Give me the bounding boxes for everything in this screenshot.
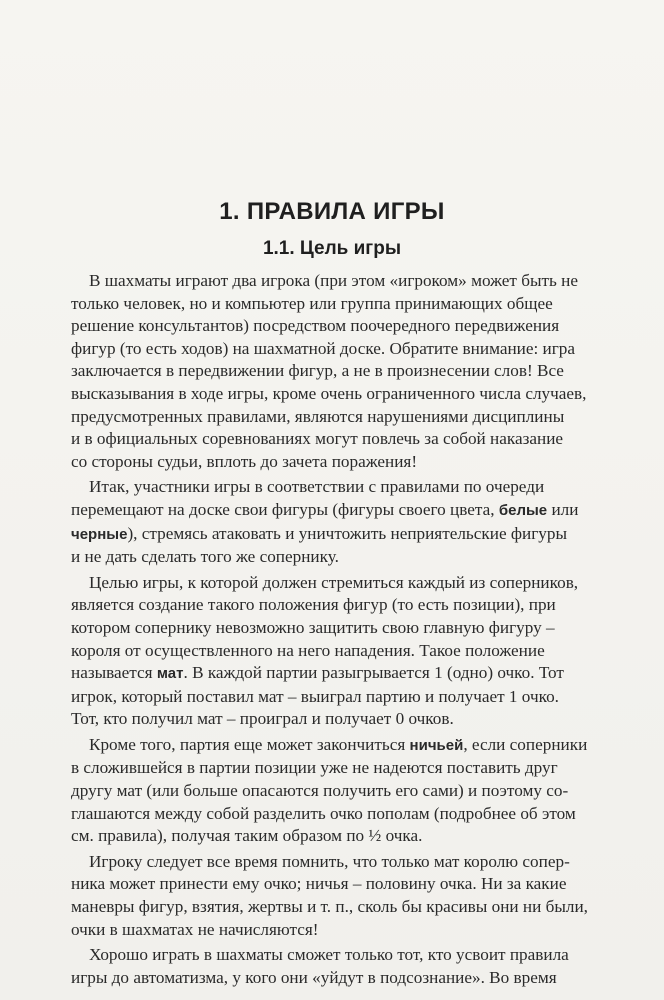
text-line: Целью игры, к которой должен стремиться каждый из соперников, xyxy=(89,572,579,592)
text-line: другу мат (или больше опасаются получить его сами) и поэтому со- xyxy=(71,781,569,801)
paragraph-2 xyxy=(71,476,616,568)
text-line: и в официальных соревнованиях могут повлечь за собой наказание xyxy=(71,429,564,449)
bold-term-mate: мат xyxy=(156,665,184,683)
text-line: предусмотренных правилами, являются нарушениями дисциплины xyxy=(71,406,565,426)
text-line: маневры фигур, взятия, жертвы и т. п., сколь бы красивы они ни были, xyxy=(71,897,588,917)
text-run: Кроме того, партия еще может закончиться xyxy=(89,734,410,754)
text-line: заключается в передвижении фигур, а не в произнесении слов! Все xyxy=(71,361,564,381)
paragraph-6 xyxy=(71,944,616,989)
text-line: решение консультантов) посредством поочередного передвижения xyxy=(71,316,560,336)
text-line: в сложившейся в партии позиции уже не надеются поставить друг xyxy=(71,758,558,778)
bold-term-white: белые xyxy=(498,501,548,519)
text-run: называется xyxy=(71,663,157,683)
text-line: игрок, который поставил мат – выиграл партию и получает 1 очко. xyxy=(71,686,559,706)
text-line: короля от осуществленного на него нападения. Такое положение xyxy=(71,640,545,660)
text-line: со стороны судьи, вплоть до зачета поражения! xyxy=(71,451,418,471)
text-line xyxy=(71,662,616,686)
chapter-title: 1. ПРАВИЛА ИГРЫ xyxy=(219,198,445,225)
text-line: очки в шахматах не начисляются! xyxy=(71,919,319,939)
section-title: 1.1. Цель игры xyxy=(262,238,402,259)
bold-term-black: черные xyxy=(71,525,128,543)
text-line: является создание такого положения фигур (то есть позиции), при xyxy=(71,595,556,615)
paragraph-4 xyxy=(71,734,616,848)
text-run: . В каждой партии разыгрывается 1 (одно) очко. Тот xyxy=(183,663,564,683)
bold-term-draw: ничьей xyxy=(409,736,464,754)
text-line: В шахматы играют два игрока (при этом «игроком» может быть не xyxy=(89,271,578,290)
text-line: котором сопернику невозможно защитить свою главную фигуру – xyxy=(71,617,555,637)
body-text xyxy=(71,270,616,992)
text-line: Тот, кто получил мат – проиграл и получает 0 очков. xyxy=(71,709,454,729)
text-line: фигур (то есть ходов) на шахматной доске. Обратите внимание: игра xyxy=(71,338,576,358)
text-line xyxy=(71,523,616,547)
text-line: см. правила), получая таким образом по ½ очка. xyxy=(71,826,423,846)
text-line: глашаются между собой разделить очко пополам (подробнее об этом xyxy=(71,803,576,823)
text-line: Хорошо играть в шахматы сможет только тот, кто усвоит правила xyxy=(89,945,569,965)
paragraph-3 xyxy=(71,572,616,731)
text-line: высказывания в ходе игры, кроме очень ограниченного числа случаев, xyxy=(71,383,587,403)
text-line xyxy=(71,734,616,758)
text-run: перемещают на доске свои фигуры (фигуры своего цвета, xyxy=(71,499,499,519)
text-run: ), стремясь атаковать и уничтожить неприятельские фигуры xyxy=(127,523,567,543)
text-line xyxy=(71,499,616,523)
text-run: , если соперники xyxy=(463,734,588,754)
text-line: только человек, но и компьютер или группа принимающих общее xyxy=(71,293,553,313)
text-line: игры до автоматизма, у кого они «уйдут в подсознание». Во время xyxy=(71,967,557,987)
text-line: Игроку следует все время помнить, что только мат королю сопер- xyxy=(89,851,570,871)
text-line: ника может принести ему очко; ничья – половину очка. Ни за какие xyxy=(71,874,567,894)
text-line: и не дать сделать того же сопернику. xyxy=(71,547,339,567)
text-run: или xyxy=(547,499,579,519)
paragraph-1 xyxy=(71,270,616,473)
paragraph-5 xyxy=(71,851,616,941)
text-line: Итак, участники игры в соответствии с правилами по очереди xyxy=(89,477,545,497)
